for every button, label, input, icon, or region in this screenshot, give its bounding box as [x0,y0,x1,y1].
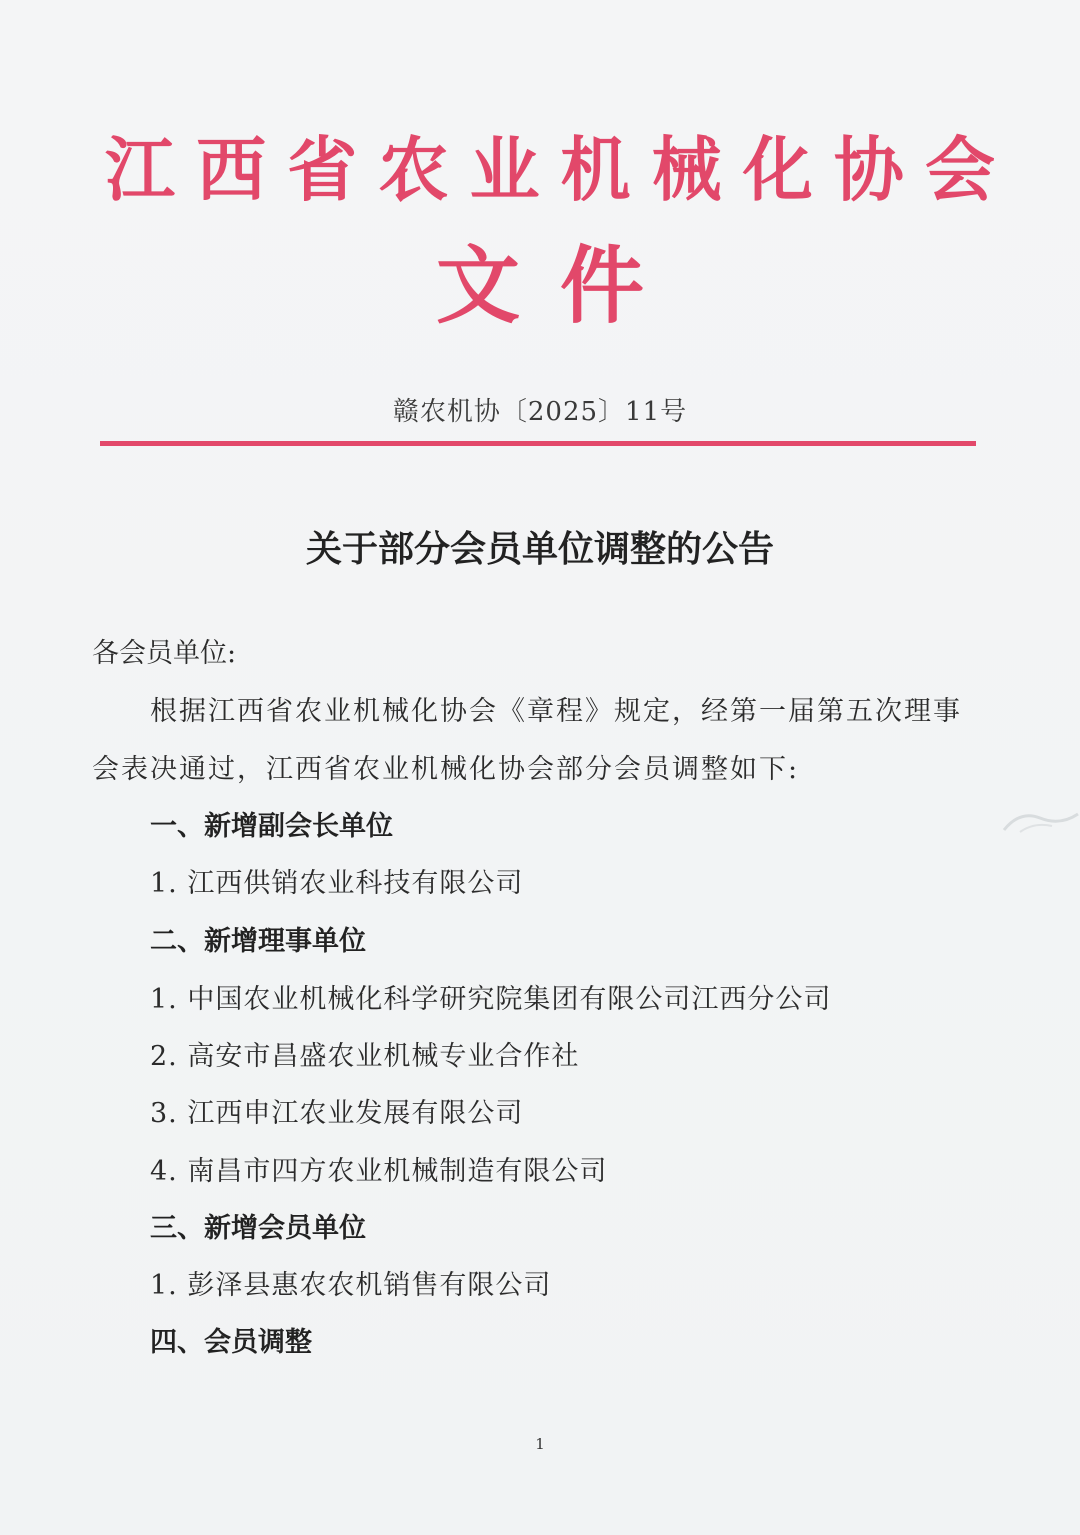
paragraph-line: 会表决通过，江西省农业机械化协会部分会员调整如下: [92,754,800,785]
document-number: 赣农机协〔2025〕11号 [392,397,688,427]
org-char: 协 [833,129,904,211]
org-char: 西 [196,129,267,211]
section-heading: 四、会员调整 [150,1327,312,1358]
list-item: 1. 彭泽县惠农农机销售有限公司 [150,1270,552,1301]
org-char: 农 [378,129,449,211]
section-heading: 一、新增副会长单位 [150,811,393,842]
scan-smudge [1000,800,1080,840]
list-item: 4. 南昌市四方农业机械制造有限公司 [150,1156,608,1187]
org-char: 机 [560,129,631,211]
document-type-heading: 文件 [435,237,684,335]
section-heading: 三、新增会员单位 [150,1213,366,1244]
org-char: 化 [742,129,813,211]
org-char: 会 [924,129,995,211]
salutation: 各会员单位: [92,638,237,669]
org-char: 江 [105,129,175,211]
page-number: 1 [535,1435,545,1453]
paragraph-line: 根据江西省农业机械化协会《章程》规定，经第一届第五次理事 [150,696,962,727]
notice-title: 关于部分会员单位调整的公告 [305,529,774,570]
list-item: 2. 高安市昌盛农业机械专业合作社 [150,1041,580,1072]
issuing-organization-name [100,130,1000,210]
org-char: 省 [287,129,358,211]
list-item: 1. 中国农业机械化科学研究院集团有限公司江西分公司 [150,984,832,1015]
red-divider-line [100,441,976,446]
list-item: 3. 江西申江农业发展有限公司 [150,1098,524,1129]
org-char: 业 [469,129,540,211]
list-item: 1. 江西供销农业科技有限公司 [150,868,524,899]
org-char: 械 [651,129,722,211]
section-heading: 二、新增理事单位 [150,926,366,957]
